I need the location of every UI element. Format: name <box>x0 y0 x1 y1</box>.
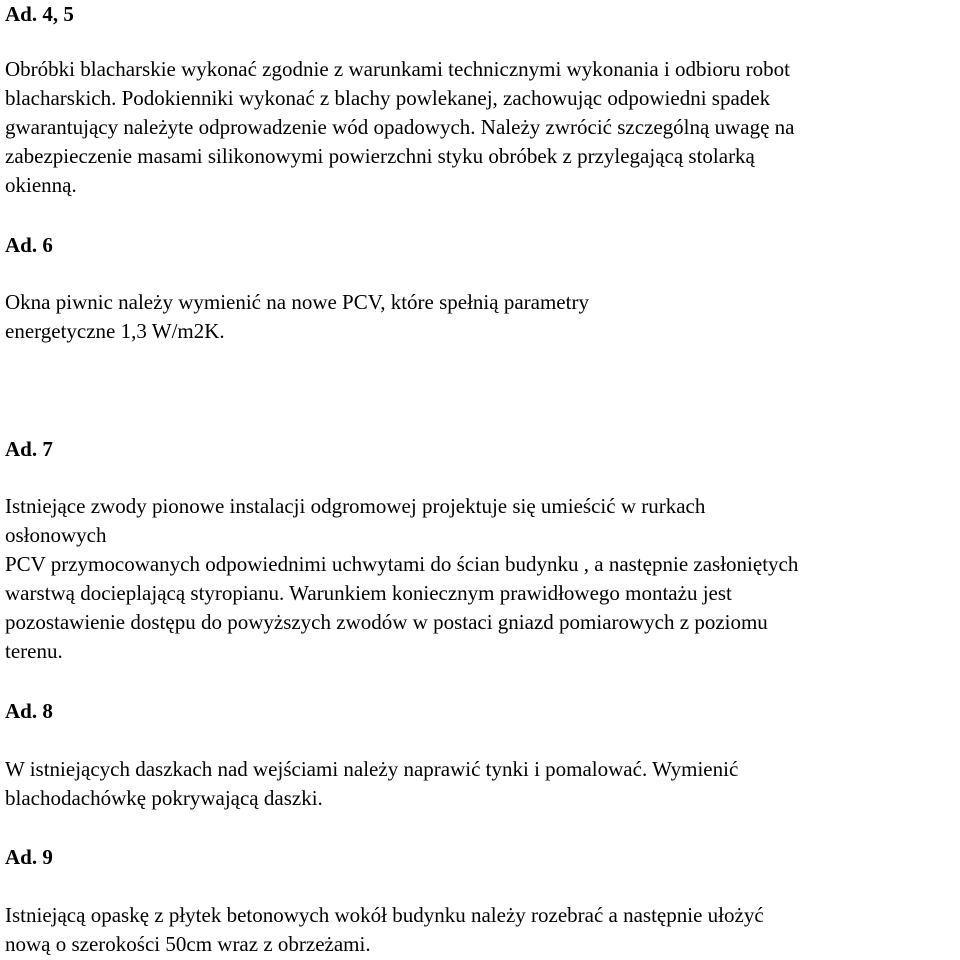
body-line: Istniejącą opaskę z płytek betonowych wokół budynku należy rozebrać a następnie ułożyć <box>5 903 764 927</box>
section-body-ad-6 <box>5 288 955 346</box>
body-line: pozostawienie dostępu do powyższych zwodów w postaci gniazd pomiarowych z poziomu <box>5 610 768 634</box>
body-line: zabezpieczenie masami silikonowymi powierzchni styku obróbek z przylegającą stolarką <box>5 144 755 168</box>
section-heading-ad-8: Ad. 8 <box>5 699 53 723</box>
body-line: blachodachówkę pokrywającą daszki. <box>5 786 323 810</box>
body-line: warstwą docieplającą styropianu. Warunkiem koniecznym prawidłowego montażu jest <box>5 581 732 605</box>
body-line: PCV przymocowanych odpowiednimi uchwytami do ścian budynku , a następnie zasłoniętych <box>5 552 799 576</box>
body-line: osłonowych <box>5 523 107 547</box>
body-line: blacharskich. Podokienniki wykonać z blachy powlekanej, zachowując odpowiedni spadek <box>5 86 771 110</box>
body-line: energetyczne 1,3 W/m2K. <box>5 319 225 343</box>
section-heading-ad-9: Ad. 9 <box>5 845 53 869</box>
body-line: gwarantujący należyte odprowadzenie wód opadowych. Należy zwrócić szczególną uwagę na <box>5 115 795 139</box>
section-heading-ad-6: Ad. 6 <box>5 233 53 257</box>
body-line: W istniejących daszkach nad wejściami należy naprawić tynki i pomalować. Wymienić <box>5 757 739 781</box>
section-heading-ad-4-5: Ad. 4, 5 <box>5 2 74 26</box>
section-body-ad-4-5 <box>5 55 955 200</box>
body-line: Okna piwnic należy wymienić na nowe PCV, które spełnią parametry <box>5 290 589 314</box>
body-line: nową o szerokości 50cm wraz z obrzeżami. <box>5 932 371 956</box>
body-line: Istniejące zwody pionowe instalacji odgromowej projektuje się umieścić w rurkach <box>5 494 706 518</box>
body-line: Obróbki blacharskie wykonać zgodnie z warunkami technicznymi wykonania i odbioru robot <box>5 57 790 81</box>
section-body-ad-7 <box>5 492 955 666</box>
body-line: okienną. <box>5 173 77 197</box>
body-line: terenu. <box>5 639 63 663</box>
section-body-ad-9 <box>5 901 955 959</box>
section-body-ad-8 <box>5 755 955 813</box>
section-heading-ad-7: Ad. 7 <box>5 437 53 461</box>
